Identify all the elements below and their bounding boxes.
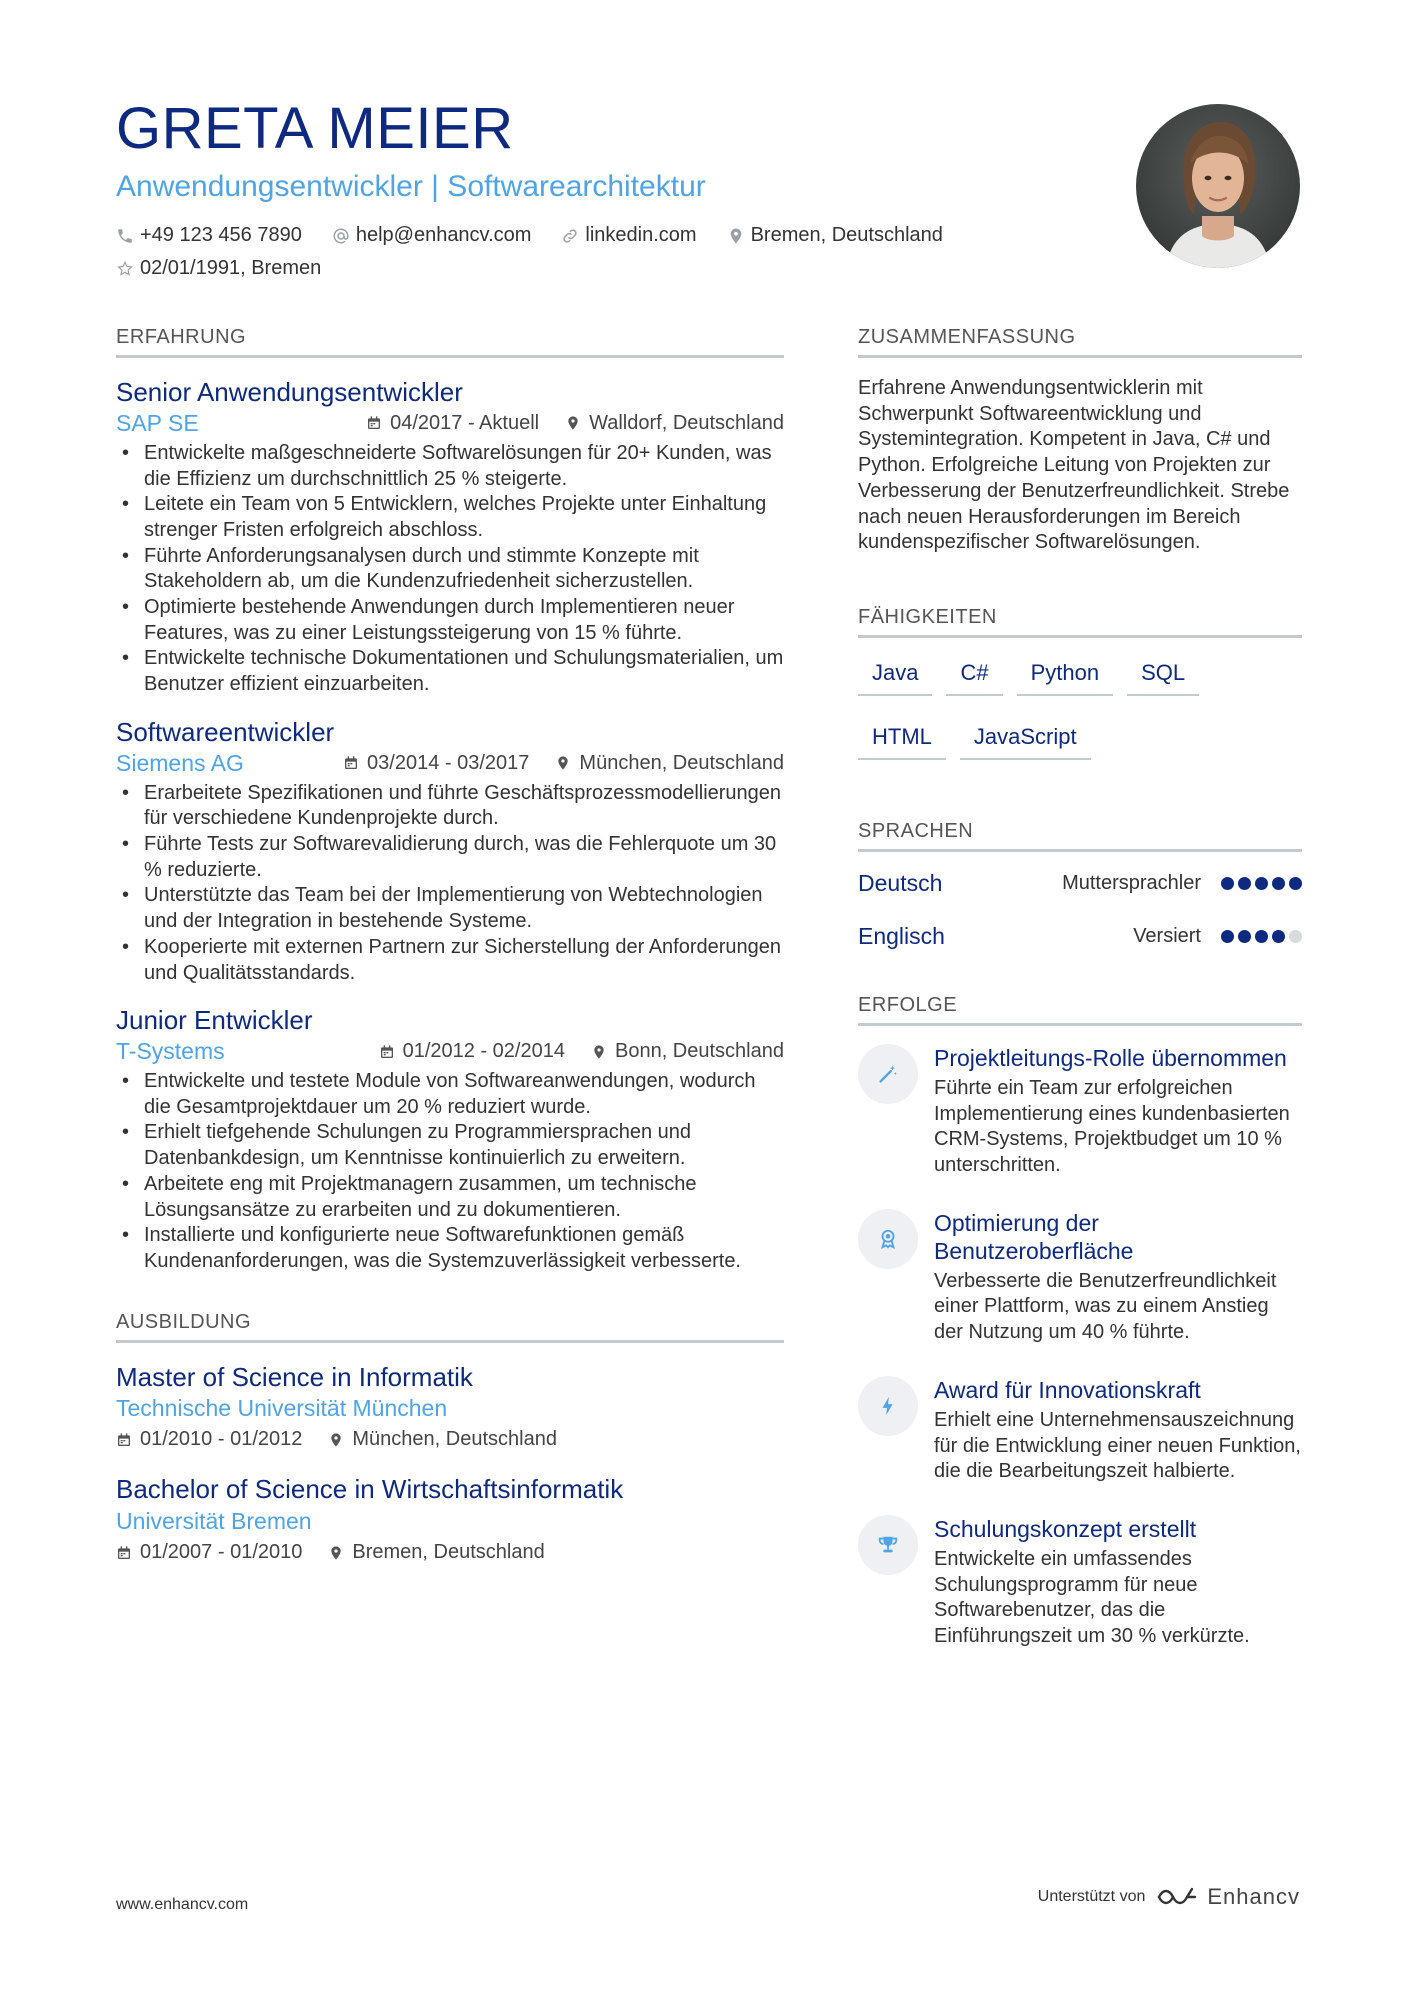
summary-text: Erfahrene Anwendungsentwicklerin mit Schwerpunkt Softwareentwicklung und Systemintegration. Kompetent in Java, C# und Python. Erfolgreiche Leitung von Projekten zur Verbesserung der Benutzerfreundlichkeit. Strebe nach neuen Herausforderungen im Bereich kundenspezifischer Softwarelösungen. <box>858 377 1290 554</box>
job-meta <box>116 410 784 437</box>
job-title: Softwareentwickler <box>116 716 335 747</box>
right-column <box>858 326 1302 1680</box>
education-degree: Master of Science in Informatik <box>116 1361 473 1392</box>
education-meta <box>116 1541 784 1564</box>
job-bullet: • Erhielt tiefgehende Schulungen zu Programmiersprachen und Datenbankdesign, um Kenntnisse kontinuierlich zu erweitern. <box>116 1120 784 1171</box>
skill-tag: C# <box>946 650 1002 696</box>
enhancv-brand[interactable]: Enhancv <box>1207 1884 1300 1909</box>
location-pin-icon <box>555 755 571 771</box>
language-level: Muttersprachler <box>1062 871 1201 894</box>
rating-dot-empty <box>1289 930 1302 943</box>
education-entry <box>116 1473 784 1564</box>
award-ribbon-icon <box>858 1209 918 1269</box>
skill-tag: JavaScript <box>960 714 1091 760</box>
achievement-title: Schulungskonzept erstellt <box>934 1515 1197 1542</box>
job-entry <box>116 716 784 986</box>
location-pin-icon <box>328 1432 344 1448</box>
job-bullet: • Unterstützte das Team bei der Implementierung von Webtechnologien und der Integration in bestehende Systeme. <box>116 883 784 934</box>
section-title-experience: ERFAHRUNG <box>116 326 784 358</box>
section-title-summary: ZUSAMMENFASSUNG <box>858 326 1302 358</box>
calendar-icon <box>116 1432 132 1448</box>
job-dates: 03/2014 - 03/2017 <box>343 752 529 775</box>
job-bullet: • Optimierte bestehende Anwendungen durch Implementieren neuer Features, was zu einer Leistungssteigerung von 15 % führte. <box>116 595 784 646</box>
left-column <box>116 326 784 1586</box>
language-entry <box>858 923 1302 950</box>
job-bullet: • Führte Anforderungsanalysen durch und stimmte Konzepte mit Stakeholdern ab, um die Kundenzufriedenheit sicherzustellen. <box>116 544 784 595</box>
job-location: München, Deutschland <box>555 752 784 775</box>
rating-dot-filled <box>1238 930 1251 943</box>
enhancv-logo-icon <box>1155 1884 1201 1910</box>
lightning-bolt-icon <box>858 1376 918 1436</box>
location-pin-icon <box>591 1044 607 1060</box>
job-bullet: • Erarbeitete Spezifikationen und führte Geschäftsprozessmodellierungen für verschiedene Kundenprojekte durch. <box>116 781 784 832</box>
star-icon <box>116 260 134 278</box>
contact-info <box>116 224 1076 290</box>
skill-tag: HTML <box>858 714 946 760</box>
achievement-entry <box>858 1376 1302 1485</box>
company-name: T-Systems <box>116 1038 225 1065</box>
calendar-icon <box>366 415 382 431</box>
education-dates: 01/2007 - 01/2010 <box>116 1541 302 1564</box>
language-name: Englisch <box>858 922 945 949</box>
candidate-name: GRETA MEIER <box>116 96 514 161</box>
job-meta <box>116 1038 784 1065</box>
location-pin-icon <box>328 1545 344 1561</box>
powered-by-label: Unterstützt von <box>1037 1888 1146 1905</box>
achievement-title: Optimierung der Benutzeroberfläche <box>934 1209 1134 1264</box>
job-entry <box>116 1004 784 1274</box>
candidate-title: Anwendungsentwickler | Softwarearchitektur <box>116 170 706 203</box>
location-pin-icon <box>565 415 581 431</box>
linkedin-contact[interactable]: linkedin.com <box>561 224 696 247</box>
achievement-entry <box>858 1044 1302 1179</box>
education-dates: 01/2010 - 01/2012 <box>116 1428 302 1451</box>
calendar-icon <box>116 1545 132 1561</box>
skill-tag: Python <box>1017 650 1114 696</box>
education-school: Technische Universität München <box>116 1395 448 1422</box>
rating-dot-filled <box>1272 930 1285 943</box>
rating-dot-filled <box>1221 877 1234 890</box>
rating-dot-filled <box>1221 930 1234 943</box>
education-location: München, Deutschland <box>328 1428 557 1451</box>
section-title-achievements: ERFOLGE <box>858 994 1302 1026</box>
job-bullets <box>116 781 784 987</box>
job-bullet: • Entwickelte maßgeschneiderte Softwarelösungen für 20+ Kunden, was die Effizienz um durchschnittlich 25 % steigerte. <box>116 441 784 492</box>
calendar-icon <box>343 755 359 771</box>
language-rating <box>1217 877 1302 890</box>
phone-contact: +49 123 456 7890 <box>116 224 302 247</box>
skill-tag: SQL <box>1127 650 1199 696</box>
location-pin-icon <box>727 227 745 245</box>
phone-icon <box>116 227 134 245</box>
magic-wand-icon <box>858 1044 918 1104</box>
job-bullets <box>116 441 784 698</box>
calendar-icon <box>379 1044 395 1060</box>
job-location: Bonn, Deutschland <box>591 1040 784 1063</box>
job-bullets <box>116 1069 784 1275</box>
achievement-desc: Verbesserte die Benutzerfreundlichkeit einer Plattform, was zu einem Anstieg der Nutzung um 40 % führte. <box>934 1269 1277 1344</box>
link-icon <box>561 227 579 245</box>
education-degree: Bachelor of Science in Wirtschaftsinformatik <box>116 1474 624 1505</box>
job-title: Junior Entwickler <box>116 1005 313 1036</box>
birth-contact: 02/01/1991, Bremen <box>116 257 321 280</box>
profile-photo <box>1136 104 1300 268</box>
trophy-icon <box>858 1515 918 1575</box>
achievement-desc: Erhielt eine Unternehmensauszeichnung für die Entwicklung einer neuen Funktion, die die Bearbeitungszeit halbierte. <box>934 1408 1301 1483</box>
job-bullet: • Arbeitete eng mit Projektmanagern zusammen, um technische Lösungsansätze zu erarbeiten und zu dokumentieren. <box>116 1172 784 1223</box>
experience-list <box>116 376 784 1275</box>
job-bullet: • Führte Tests zur Softwarevalidierung durch, was die Fehlerquote um 30 % reduzierte. <box>116 832 784 883</box>
email-contact[interactable]: help@enhancv.com <box>332 224 532 247</box>
rating-dot-filled <box>1255 877 1268 890</box>
job-bullet: • Entwickelte technische Dokumentationen und Schulungsmaterialien, um Benutzer effizient einzuarbeiten. <box>116 646 784 697</box>
education-location: Bremen, Deutschland <box>328 1541 544 1564</box>
education-entry <box>116 1361 784 1452</box>
language-level: Versiert <box>1133 924 1201 947</box>
job-entry <box>116 376 784 698</box>
job-dates: 04/2017 - Aktuell <box>366 412 539 435</box>
job-bullet: • Installierte und konfigurierte neue Softwarefunktionen gemäß Kundenanforderungen, was die Systemzuverlässigkeit verbesserte. <box>116 1223 784 1274</box>
language-name: Deutsch <box>858 869 943 896</box>
location-contact: Bremen, Deutschland <box>727 224 943 247</box>
rating-dot-filled <box>1289 877 1302 890</box>
achievement-desc: Führte ein Team zur erfolgreichen Implementierung eines kundenbasierten CRM-Systems, Projektbudget um 10 % unterschritten. <box>934 1076 1290 1177</box>
achievement-desc: Entwickelte ein umfassendes Schulungsprogramm für neue Softwarebenutzer, das die Einführungszeit um 30 % verkürzte. <box>934 1547 1250 1648</box>
job-dates: 01/2012 - 02/2014 <box>379 1040 565 1063</box>
achievement-entry <box>858 1209 1302 1346</box>
section-title-languages: SPRACHEN <box>858 820 1302 852</box>
rating-dot-filled <box>1272 877 1285 890</box>
achievement-title: Projektleitungs-Rolle übernommen <box>934 1044 1287 1071</box>
education-meta <box>116 1428 784 1451</box>
company-name: Siemens AG <box>116 749 244 776</box>
achievement-title: Award für Innovationskraft <box>934 1376 1201 1403</box>
skill-tag: Java <box>858 650 932 696</box>
footer-website[interactable]: www.enhancv.com <box>116 1896 249 1913</box>
education-school: Universität Bremen <box>116 1508 312 1535</box>
job-bullet: • Kooperierte mit externen Partnern zur Sicherstellung der Anforderungen und Qualitätsstandards. <box>116 935 784 986</box>
section-title-skills: FÄHIGKEITEN <box>858 606 1302 638</box>
skills-list <box>858 650 1302 778</box>
at-icon <box>332 227 350 245</box>
section-title-education: AUSBILDUNG <box>116 1311 784 1343</box>
rating-dot-filled <box>1238 877 1251 890</box>
company-name: SAP SE <box>116 409 199 436</box>
language-entry <box>858 870 1302 897</box>
rating-dot-filled <box>1255 930 1268 943</box>
footer-powered-by <box>1038 1884 1300 1910</box>
job-meta <box>116 750 784 777</box>
job-title: Senior Anwendungsentwickler <box>116 377 463 407</box>
job-bullet: • Leitete ein Team von 5 Entwicklern, welches Projekte unter Einhaltung strenger Fristen erfolgreich abschloss. <box>116 492 784 543</box>
job-location: Walldorf, Deutschland <box>565 412 784 435</box>
achievement-entry <box>858 1515 1302 1650</box>
job-bullet: • Entwickelte und testete Module von Softwareanwendungen, wodurch die Gesamtprojektdauer um 20 % reduziert wurde. <box>116 1069 784 1120</box>
language-rating <box>1217 930 1302 943</box>
